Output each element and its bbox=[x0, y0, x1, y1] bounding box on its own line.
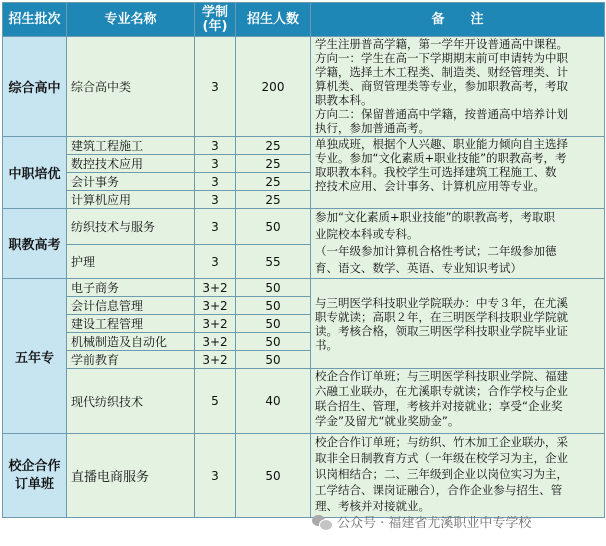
major-cell: 护理 bbox=[67, 245, 195, 279]
note-line: 参加“文化素质+职业技能”的职教高考，考取职 bbox=[315, 210, 556, 224]
duration-cell: 3+2 bbox=[195, 297, 236, 315]
major-cell: 数控技术应用 bbox=[67, 155, 195, 173]
count-cell: 50 bbox=[236, 351, 311, 369]
table-row bbox=[3, 369, 605, 434]
count-cell: 200 bbox=[236, 37, 311, 137]
note-line: 学籍，选择土木工程类、制造类、财经管理类、计 bbox=[315, 65, 568, 79]
note-line: （一年级参加计算机合格性考试；二年级参加德 bbox=[315, 244, 557, 258]
note-line: 理、考核并对接就业。 bbox=[315, 499, 430, 513]
table-row bbox=[3, 279, 605, 297]
table-row bbox=[3, 434, 605, 518]
note-line: 取非全日制教育方式（一年级在校学习为主，企业 bbox=[315, 451, 568, 465]
header-row bbox=[3, 3, 605, 37]
table-row bbox=[3, 209, 605, 245]
major-cell: 计算机应用 bbox=[67, 191, 195, 209]
count-cell: 25 bbox=[236, 137, 311, 155]
major-cell: 建设工程管理 bbox=[67, 315, 195, 333]
header-major: 专业名称 bbox=[67, 3, 195, 37]
header-count: 招生人数 bbox=[236, 3, 311, 37]
batch-cell: 五年专 bbox=[3, 279, 67, 434]
duration-cell: 3 bbox=[195, 191, 236, 209]
major-cell: 纺织技术与服务 bbox=[67, 209, 195, 245]
note-cell bbox=[311, 279, 605, 369]
note-line: 联合招生、管理，考核并对接就业；享受“企业奖 bbox=[315, 399, 563, 413]
note-line: 学金”及留尤“就业奖励金”。 bbox=[315, 414, 460, 428]
note-cell bbox=[311, 137, 605, 209]
major-cell: 机械制造及自动化 bbox=[67, 333, 195, 351]
count-cell: 50 bbox=[236, 434, 311, 518]
count-cell: 25 bbox=[236, 155, 311, 173]
duration-cell: 3 bbox=[195, 137, 236, 155]
count-cell: 25 bbox=[236, 191, 311, 209]
duration-cell: 5 bbox=[195, 369, 236, 434]
table-row bbox=[3, 137, 605, 155]
note-cell bbox=[311, 369, 605, 434]
watermark bbox=[312, 512, 531, 531]
header-batch: 招生批次 bbox=[3, 3, 67, 37]
note-line: 与三明医学科技职业学院联办：中专３年，在尤溪 bbox=[315, 295, 568, 310]
major-cell: 直播电商服务 bbox=[67, 434, 195, 518]
note-line: 执行，参加普通高考。 bbox=[315, 121, 430, 135]
batch-cell: 中职培优 bbox=[3, 137, 67, 209]
note-cell bbox=[311, 209, 605, 279]
header-note: 备 注 bbox=[311, 3, 605, 37]
count-cell: 50 bbox=[236, 279, 311, 297]
note-line: 六融工业联办，在尤溪职专就读；合作学校与企业 bbox=[315, 384, 568, 398]
duration-cell: 3 bbox=[195, 37, 236, 137]
note-line: 职专就读；高职２年，在三明医学科技职业学院就 bbox=[315, 309, 568, 324]
major-cell: 会计事务 bbox=[67, 173, 195, 191]
table-row bbox=[3, 37, 605, 137]
note-cell bbox=[311, 434, 605, 518]
header-duration: 学制 (年) bbox=[195, 3, 236, 37]
note-line: 校企合作订单班；与三明医学科技职业学院、福建 bbox=[315, 369, 568, 383]
duration-cell: 3+2 bbox=[195, 279, 236, 297]
duration-cell: 3+2 bbox=[195, 315, 236, 333]
note-line: 方向一：学生在高一下学期期末前可申请转为中职 bbox=[315, 51, 568, 65]
batch-cell: 校企合作订单班 bbox=[3, 434, 67, 518]
count-cell: 55 bbox=[236, 245, 311, 279]
count-cell: 50 bbox=[236, 333, 311, 351]
count-cell: 50 bbox=[236, 315, 311, 333]
note-line: 取职教本科。我校学生可选择建筑工程施工、数 bbox=[315, 165, 557, 179]
note-line: 专业。参加“文化素质+职业技能”的职教高考，考 bbox=[315, 151, 567, 165]
note-line: 工学结合、课岗证融合），合作企业参与招生、管 bbox=[315, 483, 563, 497]
wechat-icon bbox=[312, 514, 332, 530]
count-cell: 25 bbox=[236, 173, 311, 191]
note-line: 读。考核合格，领取三明医学科技职业学院毕业证 bbox=[315, 323, 568, 338]
watermark-text: 公众号 · 福建省尤溪职业中专学校 bbox=[337, 516, 532, 531]
note-line: 学生注册普高学籍，第一学年开设普通高中课程。 bbox=[315, 37, 568, 51]
note-line: 职教本科。 bbox=[315, 93, 373, 107]
note-line: 算机类、商贸管理类等专业，参加职教高考，考取 bbox=[315, 79, 568, 93]
duration-cell: 3+2 bbox=[195, 351, 236, 369]
note-line: 校企合作订单班；与纺织、竹木加工企业联办，采 bbox=[315, 435, 568, 449]
batch-cell: 综合高中 bbox=[3, 37, 67, 137]
duration-cell: 3 bbox=[195, 155, 236, 173]
count-cell: 50 bbox=[236, 297, 311, 315]
duration-cell: 3 bbox=[195, 173, 236, 191]
note-line: 业院校本科或专科。 bbox=[315, 227, 419, 241]
note-line: 育、语文、数学、英语、专业知识考试） bbox=[315, 261, 522, 275]
admission-table bbox=[2, 2, 605, 518]
duration-cell: 3 bbox=[195, 209, 236, 245]
major-cell: 综合高中类 bbox=[67, 37, 195, 137]
note-cell bbox=[311, 37, 605, 137]
duration-cell: 3 bbox=[195, 434, 236, 518]
major-cell: 现代纺织技术 bbox=[67, 369, 195, 434]
note-line: 控技术应用、会计事务、计算机应用等专业。 bbox=[315, 179, 545, 193]
note-line: 书。 bbox=[315, 337, 338, 352]
note-line: 识岗相结合；二、三年级到企业以岗位实习为主， bbox=[315, 467, 568, 481]
count-cell: 40 bbox=[236, 369, 311, 434]
count-cell: 50 bbox=[236, 209, 311, 245]
major-cell: 学前教育 bbox=[67, 351, 195, 369]
batch-cell: 职教高考 bbox=[3, 209, 67, 279]
duration-cell: 3 bbox=[195, 245, 236, 279]
major-cell: 会计信息管理 bbox=[67, 297, 195, 315]
duration-cell: 3+2 bbox=[195, 333, 236, 351]
major-cell: 电子商务 bbox=[67, 279, 195, 297]
major-cell: 建筑工程施工 bbox=[67, 137, 195, 155]
note-line: 方向二：保留普通高中学籍，按普通高中培养计划 bbox=[315, 107, 568, 121]
note-line: 单独成班，根据个人兴趣、职业能力倾向自主选择 bbox=[315, 137, 568, 151]
